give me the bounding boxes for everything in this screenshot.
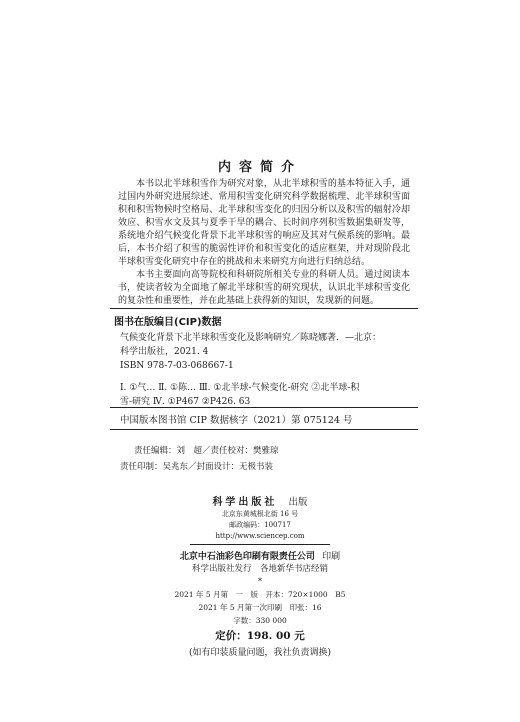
edition-info: 2021 年 5 月第 一 版 开本：720×1000 B5 [174, 590, 346, 599]
publisher-suffix: 出版 [288, 497, 308, 508]
cip-line-1: 气候变化背景下北半球积雪变化及影响研究／陈晓娜著．—北京： [120, 333, 382, 343]
cip-divider [110, 407, 418, 408]
word-count: 字数：330 000 [233, 616, 287, 625]
price: 定价：198. 00 元 [215, 630, 305, 642]
printing-info: 2021 年 5 月第一次印刷 印张：16 [198, 603, 322, 612]
distribution: 科学出版社发行 各地新华书店经销 [191, 564, 328, 574]
cip-title: 图书在版编目(CIP)数据 [114, 317, 222, 328]
intro-title: 内容简介 [217, 160, 302, 175]
printer-name: 北京中石油彩色印刷有限责任公司 [179, 552, 315, 562]
separator-mark: * [258, 577, 262, 586]
publisher-website: http://www.sciencep.com [215, 532, 305, 540]
publication-info [0, 490, 520, 661]
intro-text [118, 178, 410, 308]
cip-body [120, 331, 414, 409]
editors-block [120, 443, 279, 475]
divider [190, 544, 330, 545]
cip-classification-1: Ⅰ. ①气… Ⅱ. ①陈… Ⅲ. ①北半球-气候变化-研究 ②北半球-积 [120, 383, 360, 393]
cip-line-2: 科学出版社，2021. 4 [120, 347, 209, 357]
editors-line-1: 责任编辑：刘 超／责任校对：樊雅琼 [134, 446, 279, 456]
publisher-address: 北京东黄城根北街 16 号 [221, 510, 299, 518]
printer-line [0, 549, 520, 562]
cip-verification-number: 中国版本图书馆 CIP 数据核字（2021）第 075124 号 [120, 415, 353, 426]
printer-suffix: 印刷 [322, 552, 341, 562]
quality-note: (如有印装质量问题，我社负责调换) [188, 648, 332, 658]
publisher-postcode: 邮政编码：100717 [229, 521, 291, 529]
intro-paragraph-1: 本书以北半球积雪作为研究对象，从北半球积雪的基本特征入手，通过国内外研究进展综述、常用积雪变化研究科学数据梳理、北半球积雪面积和积雪物候时空格局、北半球积雪变化的归因分析以及积雪的辐射冷却效应、积雪水文及其与夏季干旱的耦合、长时间序列积雪数据集研发等，系统地介绍气候变化背景下北半球积雪的响应及其对气候系统的影响。最后，本书介绍了积雪的脆弱性评价和积雪变化的适应框架，并对现阶段北半球积雪变化研究中存在的挑战和未来研究方向进行归纳总结。 [118, 179, 410, 267]
cip-data-box [110, 308, 418, 430]
publisher-name: 科学出版社 [212, 497, 278, 508]
editors-line-2: 责任印制：吴兆东／封面设计：无极书装 [120, 462, 274, 472]
publisher-line [0, 490, 520, 509]
cip-isbn: ISBN 978-7-03-068667-1 [120, 361, 234, 371]
cip-spacer [120, 373, 414, 381]
intro-paragraph-2: 本书主要面向高等院校和科研院所相关专业的科研人员。通过阅读本书，使读者较为全面地了解北半球积雪的研究现状，认识北半球积雪变化的复杂性和重要性，并在此基础上获得新的知识，发现新的问题。 [118, 270, 410, 306]
cip-classification-2: 雪-研究 Ⅳ. ①P467 ②P426. 63 [120, 397, 251, 407]
